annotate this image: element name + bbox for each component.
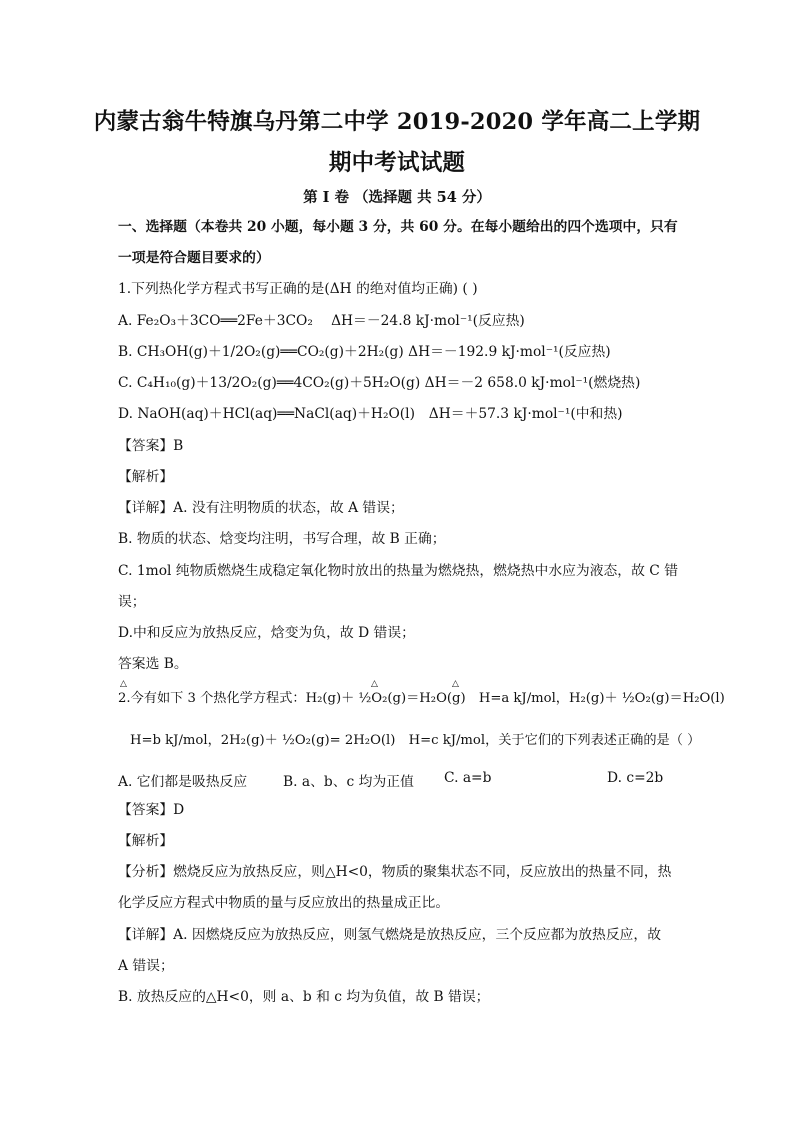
document-title-line1: 内蒙古翁牛特旗乌丹第二中学 2019-2020 学年高二上学期	[93, 109, 701, 135]
q1-option-d: D. NaOH(aq)＋HCl(aq)══NaCl(aq)＋H₂O(l) ΔH＝＋57.3 kJ·mol⁻¹(中和热)	[118, 406, 623, 422]
q2-detail-line2: A 错误；	[118, 958, 174, 974]
q1-detail-line: D.中和反应为放热反应，焓变为负，故 D 错误；	[118, 625, 415, 641]
q2-analysis-line2: 化学反应方程式中物质的量与反应放出的热量成正比。	[118, 895, 450, 911]
delta-triangle-mark: △	[452, 679, 459, 689]
q1-option-b: B. CH₃OH(g)＋1/2O₂(g)══CO₂(g)＋2H₂(g) ΔH＝－192.9 kJ·mol⁻¹(反应热)	[118, 344, 611, 360]
q2-detail-line1: 【详解】A. 因燃烧反应为放热反应，则氢气燃烧是放热反应，三个反应都为放热反应，故	[118, 927, 662, 943]
q1-option-a: A. Fe₂O₃＋3CO══2Fe＋3CO₂ ΔH＝－24.8 kJ·mol⁻¹(反应热)	[118, 313, 525, 329]
q1-analysis-label: 【解析】	[118, 469, 174, 485]
q2-stem-line2: H=b kJ/mol，2H₂(g)＋ ½O₂(g)= 2H₂O(l) H=c kJ/mol，关于它们的下列表述正确的是（ ）	[130, 733, 701, 748]
q1-answer: 【答案】B	[118, 438, 184, 454]
q2-analysis-line1: 【分析】燃烧反应为放热反应，则△H<0，物质的聚集状态不同，反应放出的热量不同，热	[118, 864, 672, 880]
q2-option-d: D. c=2b	[607, 770, 664, 786]
q1-detail-line: 误；	[118, 594, 146, 610]
q2-stem-line1: 2.今有如下 3 个热化学方程式：H₂(g)＋ ½O₂(g)＝H₂O(g) H=a kJ/mol，H₂(g)＋ ½O₂(g)＝H₂O(l)	[118, 691, 725, 706]
delta-triangle-mark: △	[371, 679, 378, 689]
part1-heading-line1: 一、选择题（本卷共 20 小题，每小题 3 分，共 60 分。在每小题给出的四个选项中，只有	[118, 219, 678, 235]
q2-option-c: C. a=b	[444, 770, 492, 786]
q1-detail-line: 【详解】A. 没有注明物质的状态，故 A 错误；	[118, 500, 404, 516]
q1-stem: 1.下列热化学方程式书写正确的是(ΔH 的绝对值均正确) ( )	[118, 281, 478, 297]
q2-option-a: A. 它们都是吸热反应	[118, 774, 248, 790]
document-title-line2: 期中考试试题	[328, 150, 466, 176]
q1-detail-line: C. 1mol 纯物质燃烧生成稳定氧化物时放出的热量为燃烧热，燃烧热中水应为液态，故 C 错	[118, 563, 679, 579]
q2-option-b: B. a、b、c 均为正值	[283, 774, 414, 790]
section-header: 第 I 卷 （选择题 共 54 分）	[303, 189, 491, 206]
q1-option-c: C. C₄H₁₀(g)＋13/2O₂(g)══4CO₂(g)＋5H₂O(g) ΔH＝－2 658.0 kJ·mol⁻¹(燃烧热)	[118, 375, 641, 391]
q2-analysis-label: 【解析】	[118, 833, 174, 849]
q2-answer: 【答案】D	[118, 802, 185, 818]
q2-detail-line3: B. 放热反应的△H<0，则 a、b 和 c 均为负值，故 B 错误；	[118, 989, 490, 1005]
part1-heading-line2: 一项是符合题目要求的）	[118, 250, 270, 266]
q1-detail-line: 答案选 B。	[118, 656, 188, 672]
q1-detail-line: B. 物质的状态、焓变均注明，书写合理，故 B 正确；	[118, 531, 446, 547]
delta-triangle-mark: △	[120, 679, 127, 689]
